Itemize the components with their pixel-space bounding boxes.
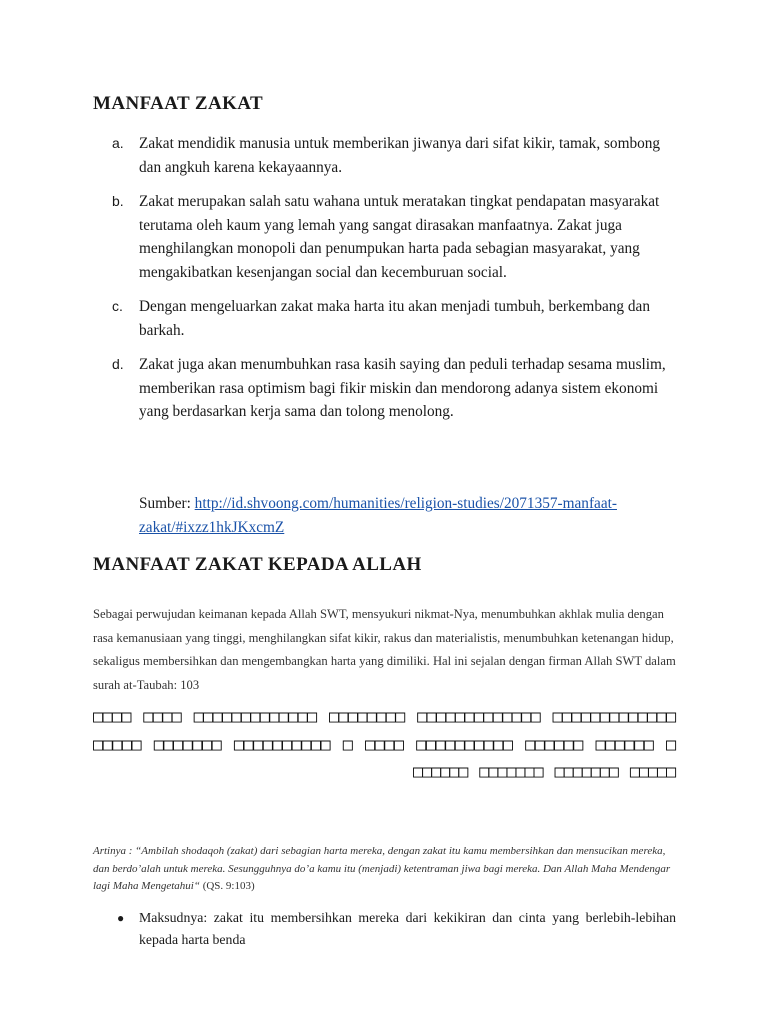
translation-prefix: Artinya : [93, 845, 136, 857]
list-marker: d. [112, 356, 124, 372]
translation-text: “Ambilah shodaqoh (zakat) dari sebagian harta mereka, dengan zakat itu kamu membersihkan dan mensucikan mereka, dan berdo’alah untuk mereka. Sesungguhnya do’a kamu itu (menjadi) ketentraman jiwa bagi mereka. Dan Allah Maha Mendengar lagi Maha Mengetahui“ [93, 845, 671, 892]
bullet-item [113, 907, 676, 951]
bullet-text: Maksudnya: zakat itu membersihkan mereka dari kekikiran dan cinta yang berlebih-lebihan kepada harta benda [139, 910, 676, 947]
translation-reference: (QS. 9:103) [199, 880, 255, 892]
source-label: Sumber: [139, 495, 195, 512]
benefits-list [112, 132, 672, 435]
list-item [112, 295, 672, 342]
list-item [112, 190, 672, 284]
list-item [112, 132, 672, 179]
verse-translation [93, 843, 677, 896]
section-heading-manfaat-zakat-kepada-allah: MANFAAT ZAKAT KEPADA ALLAH [93, 554, 422, 575]
source-link[interactable]: http://id.shvoong.com/humanities/religion-studies/2071357-manfaat-zakat/#ixzz1hkJKxcmZ [139, 495, 617, 536]
list-item-text: Zakat juga akan menumbuhkan rasa kasih saying dan peduli terhadap sesama muslim, memberikan rasa optimism bagi fikir miskin dan mendorong adanya sistem ekonomi yang berdasarkan kerja sama dan tolong menolong. [139, 356, 666, 420]
list-marker: c. [112, 298, 123, 314]
bullet-icon: ● [117, 911, 125, 925]
arabic-verse-placeholder: □□□□ □□□□ □□□□□□□□□□□□□ □□□□□□□□ □□□□□□□□□□□□□ □□□□□□□□□□□□□ □□□□□ □□□□□□□ □□□□□□□□□□ □ □□□□ □□□□□□□□□□ □□□□□□ □□□□□□ □ □□□□□□ □□□□□□□ □□□□□□□ □□□□□ [93, 707, 675, 782]
list-item-text: Dengan mengeluarkan zakat maka harta itu akan menjadi tumbuh, berkembang dan barkah. [139, 298, 650, 339]
list-item-text: Zakat merupakan salah satu wahana untuk meratakan tingkat pendapatan masyarakat terutama oleh kaum yang lemah yang sangat dirasakan manfaatnya. Zakat juga menghilangkan monopoli dan penumpukan harta pada sebagian masyarakat, yang mengakibatkan kesenjangan social dan kecemburuan social. [139, 193, 660, 281]
section-heading-manfaat-zakat: MANFAAT ZAKAT [93, 93, 264, 114]
intro-paragraph: Sebagai perwujudan keimanan kepada Allah SWT, mensyukuri nikmat-Nya, menumbuhkan akhlak mulia dengan rasa kemanusiaan yang tinggi, menghilangkan sifat kikir, rakus dan materialistis, menumbuhkan ketenangan hidup, sekaligus membersihkan dan mengembangkan harta yang dimiliki. Hal ini sejalan dengan firman Allah SWT dalam surah at-Taubah: 103 [93, 607, 676, 692]
list-marker: b. [112, 193, 124, 209]
explanation-bullets [113, 907, 676, 951]
list-item-text: Zakat mendidik manusia untuk memberikan jiwanya dari sifat kikir, tamak, sombong dan angkuh karena kekayaannya. [139, 135, 661, 176]
list-item [112, 353, 672, 424]
source-citation [139, 492, 659, 539]
list-marker: a. [112, 135, 124, 151]
